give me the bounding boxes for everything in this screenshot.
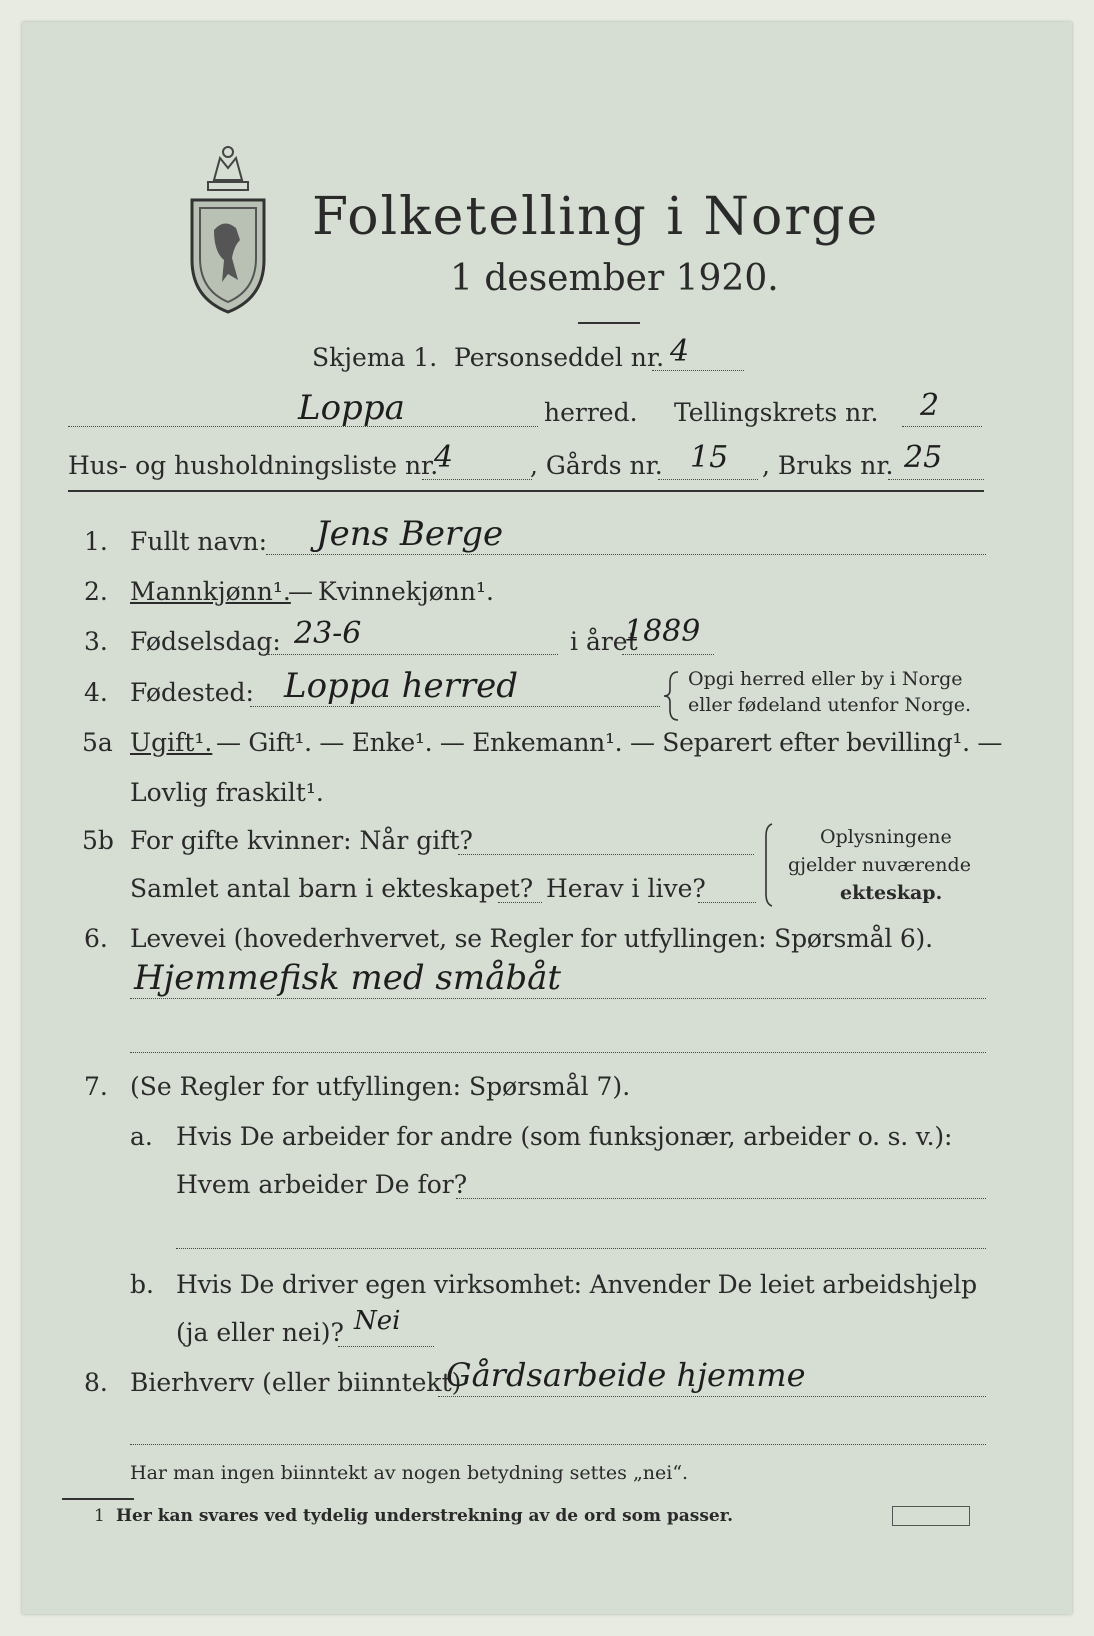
q5a-line2[interactable]: Lovlig fraskilt¹. bbox=[130, 778, 324, 807]
tellingskrets-field[interactable] bbox=[902, 426, 982, 427]
footnote-divider bbox=[62, 1498, 134, 1500]
q6-number: 6. bbox=[84, 924, 108, 953]
footnote-text: Her kan svares ved tydelig understrekning av de ord som passer. bbox=[116, 1506, 734, 1526]
personseddel-value: 4 bbox=[670, 334, 690, 369]
q5b-note-2: gjelder nuværende bbox=[788, 854, 971, 876]
q5a-number: 5a bbox=[82, 728, 113, 757]
q5a-options[interactable]: — Gift¹. — Enke¹. — Enkemann¹. — Separert efter bevilling¹. — bbox=[216, 728, 1003, 757]
q3-field[interactable] bbox=[268, 654, 558, 655]
brace-icon bbox=[662, 670, 682, 722]
q5b-note-1: Oplysningene bbox=[820, 826, 952, 848]
q1-value: Jens Berge bbox=[316, 514, 504, 554]
tellingskrets-label: Tellingskrets nr. bbox=[674, 398, 879, 427]
personseddel-label: Personseddel nr. bbox=[454, 343, 665, 372]
q5b-when-field[interactable] bbox=[458, 854, 754, 855]
q7a-field-2[interactable] bbox=[176, 1248, 986, 1249]
header-divider bbox=[68, 490, 984, 492]
q2-kvinnekjonn[interactable]: Kvinnekjønn¹. bbox=[318, 577, 494, 606]
q7a-label-2: Hvem arbeider De for? bbox=[176, 1170, 468, 1199]
q4-field[interactable] bbox=[250, 706, 660, 707]
herred-value: Loppa bbox=[298, 388, 405, 428]
q6-label: Levevei (hovederhvervet, se Regler for utfyllingen: Spørsmål 6). bbox=[130, 924, 933, 953]
bruks-label: , Bruks nr. bbox=[762, 451, 894, 480]
q7a-field-1[interactable] bbox=[456, 1198, 986, 1199]
bruks-value: 25 bbox=[904, 440, 943, 475]
q5b-label-1: For gifte kvinner: Når gift? bbox=[130, 826, 473, 855]
q4-note-1: Opgi herred eller by i Norge bbox=[688, 668, 963, 690]
footer-note: Har man ingen biinntekt av nogen betydning settes „nei“. bbox=[130, 1462, 689, 1484]
q1-number: 1. bbox=[84, 527, 108, 556]
printer-stamp bbox=[892, 1506, 970, 1526]
q2-separator: — bbox=[288, 577, 313, 606]
schema-label: Skjema 1. bbox=[312, 343, 438, 372]
brace-icon bbox=[762, 822, 778, 908]
husholdningsliste-label: Hus- og husholdningsliste nr. bbox=[68, 451, 439, 480]
q2-number: 2. bbox=[84, 577, 108, 606]
husholdningsliste-field[interactable] bbox=[422, 479, 532, 480]
q8-field-1[interactable] bbox=[438, 1396, 986, 1397]
q7b-number: b. bbox=[130, 1270, 154, 1299]
census-form bbox=[22, 22, 1072, 1614]
title-divider bbox=[578, 322, 640, 324]
q7a-number: a. bbox=[130, 1122, 153, 1151]
q3-year-field[interactable] bbox=[622, 654, 714, 655]
gards-label: , Gårds nr. bbox=[530, 451, 663, 480]
q8-value: Gårdsarbeide hjemme bbox=[446, 1356, 806, 1394]
q1-field[interactable] bbox=[266, 554, 986, 555]
q5b-alive-field[interactable] bbox=[698, 902, 756, 903]
q5b-number: 5b bbox=[82, 826, 114, 855]
q6-field-1[interactable] bbox=[130, 998, 986, 999]
gards-field[interactable] bbox=[658, 479, 758, 480]
q5b-note-3: ekteskap. bbox=[840, 882, 943, 904]
q7b-value: Nei bbox=[354, 1306, 401, 1336]
q7-label: (Se Regler for utfyllingen: Spørsmål 7). bbox=[130, 1072, 631, 1101]
q5b-label-3: Herav i live? bbox=[546, 874, 706, 903]
footnote-number: 1 bbox=[94, 1506, 105, 1526]
q5b-label-2: Samlet antal barn i ekteskapet? bbox=[130, 874, 534, 903]
tellingskrets-value: 2 bbox=[920, 388, 940, 423]
q4-number: 4. bbox=[84, 678, 108, 707]
q2-mannkjonn[interactable]: Mannkjønn¹. bbox=[130, 577, 291, 606]
personseddel-field[interactable] bbox=[652, 370, 744, 371]
census-date: 1 desember 1920. bbox=[450, 258, 779, 299]
coat-of-arms-icon bbox=[184, 140, 272, 316]
herred-label: herred. bbox=[544, 398, 638, 427]
q8-label: Bierhverv (eller biinntekt) bbox=[130, 1368, 462, 1397]
q7a-label: Hvis De arbeider for andre (som funksjonær, arbeider o. s. v.): bbox=[176, 1122, 953, 1151]
q8-number: 8. bbox=[84, 1368, 108, 1397]
q5a-ugift[interactable]: Ugift¹. bbox=[130, 728, 213, 757]
q7b-label: Hvis De driver egen virksomhet: Anvender De leiet arbeidshjelp bbox=[176, 1270, 977, 1299]
husholdningsliste-value: 4 bbox=[434, 440, 454, 475]
q5b-children-field[interactable] bbox=[498, 902, 542, 903]
q6-value: Hjemmefisk med småbåt bbox=[134, 958, 562, 998]
q3-year-label: i året bbox=[570, 627, 638, 656]
q4-label: Fødested: bbox=[130, 678, 254, 707]
gards-value: 15 bbox=[690, 440, 729, 475]
q7b-field[interactable] bbox=[338, 1346, 434, 1347]
q3-year-value: 1889 bbox=[624, 614, 701, 649]
q1-label: Fullt navn: bbox=[130, 527, 268, 556]
form-title: Folketelling i Norge bbox=[312, 187, 880, 247]
q4-value: Loppa herred bbox=[284, 666, 519, 706]
q6-field-2[interactable] bbox=[130, 1052, 986, 1053]
q4-note-2: eller fødeland utenfor Norge. bbox=[688, 694, 972, 716]
q7-number: 7. bbox=[84, 1072, 108, 1101]
q7b-label-2: (ja eller nei)? bbox=[176, 1318, 344, 1347]
q3-value: 23-6 bbox=[294, 616, 362, 651]
q3-label: Fødselsdag: bbox=[130, 627, 281, 656]
bruks-field[interactable] bbox=[888, 479, 984, 480]
q8-field-2[interactable] bbox=[130, 1444, 986, 1445]
q3-number: 3. bbox=[84, 627, 108, 656]
